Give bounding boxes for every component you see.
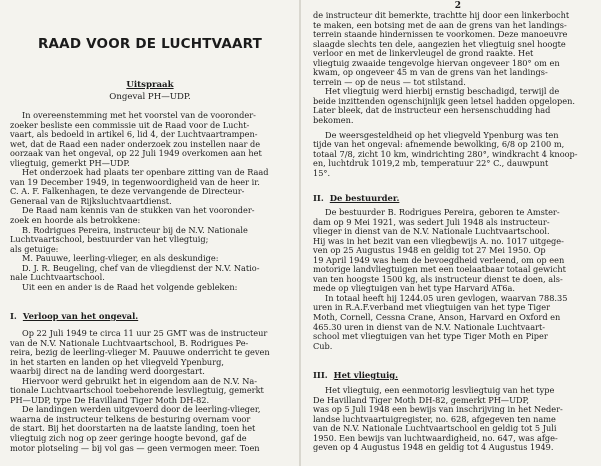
section-number: I. bbox=[10, 311, 17, 321]
text-line: ven op 25 Augustus 1948 en geldig tot 27 Mei 1950. Op bbox=[313, 245, 546, 256]
text-line: 1950. Een bewijs van luchtwaardigheid, no. 647, was afge- bbox=[313, 432, 558, 443]
text-line: motor plotseling — bij vol gas — geen vermogen meer. Toen bbox=[10, 442, 260, 453]
text-line: B. Rodrigues Pereira, instructeur bij de N.V. Nationale bbox=[22, 224, 248, 235]
section-number: III. bbox=[313, 370, 328, 380]
text-line: De Raad nam kennis van de stukken van het vooronder- bbox=[22, 205, 255, 216]
text-line: tijde van het ongeval: afnemende bewolking, 6/8 op 2100 m, bbox=[313, 139, 565, 150]
text-line: geven op 4 Augustus 1948 en geldig tot 4 Augustus 1949. bbox=[313, 442, 554, 453]
section-2-text bbox=[313, 208, 595, 351]
text-line: In totaal heeft hij 1244.05 uren gevlogen, waarvan 788.35 bbox=[325, 292, 568, 303]
text-line: uren in R.A.F.verband met vliegtuigen van het type Tiger bbox=[313, 302, 550, 313]
text-line: PH—UDP, type De Havilland Tiger Moth DH-82. bbox=[10, 394, 210, 405]
text-line: de start. Bij het doorstarten na de laatste landing, toen het bbox=[10, 423, 256, 434]
text-line: zoek en hoorde als betrokkene: bbox=[10, 215, 141, 226]
left-page bbox=[0, 0, 300, 466]
text-line: waarbij direct na de landing werd doorgestart. bbox=[10, 366, 205, 377]
text-line: van 19 December 1949, in tegenwoordigheid van de heer ir. bbox=[10, 176, 260, 187]
text-line: van de N.V. Nationale Luchtvaartschool, B. Rodrigues Pe- bbox=[10, 337, 249, 348]
section-1-heading bbox=[10, 311, 138, 321]
text-line: Hij was in het bezit van een vliegbewijs A. no. 1017 uitgege- bbox=[313, 235, 564, 246]
text-line: Generaal van de Rijksluchtvaartdienst. bbox=[10, 195, 172, 206]
text-line: Het vliegtuig werd hierbij ernstig beschadigd, terwijl de bbox=[325, 86, 560, 97]
text-line: 465.30 uren in dienst van de N.V. Nationale Luchtvaart- bbox=[313, 321, 546, 332]
text-line: Later bleek, dat de instructeur een hersenschudding had bbox=[313, 105, 551, 116]
text-line: zoeker besliste een commissie uit de Raad voor de Lucht- bbox=[10, 119, 250, 130]
text-line: M. Pauuwe, leerling-vlieger, en als deskundige: bbox=[22, 253, 219, 264]
section-2-heading bbox=[313, 193, 399, 203]
section-1-text bbox=[10, 329, 292, 453]
text-line: terrein — op de neus — tot stilstand. bbox=[313, 76, 466, 87]
text-line: dam op 9 Mei 1921, was sedert Juli 1948 als instructeur- bbox=[313, 216, 550, 227]
text-line: Het vliegtuig, een eenmotorig lesvliegtuig van het type bbox=[325, 385, 555, 395]
text-line: vliegtuig, gemerkt PH—UDP. bbox=[10, 157, 130, 168]
continued-text bbox=[313, 11, 595, 178]
text-line: 19 April 1949 was hem de bevoegdheid verleend, om op een bbox=[313, 254, 565, 265]
text-line: reira, bezig de leerling-vlieger M. Pauuwe onderricht te geven bbox=[10, 347, 270, 358]
section-number: II. bbox=[313, 193, 324, 203]
text-line: vliegtuig zich nog op zeer geringe hoogte bevond, gaf de bbox=[10, 433, 247, 444]
text-line: De weersgesteldheid op het vliegveld Ypenburg was ten bbox=[325, 129, 559, 140]
text-line: In overeenstemming met het voorstel van de vooronder- bbox=[22, 110, 256, 120]
intro-text bbox=[10, 111, 292, 292]
text-line: Luchtvaartschool, bestuurder van het vliegtuig; bbox=[10, 234, 209, 245]
text-line: de instructeur dit bemerkte, trachtte hij door een linkerbocht bbox=[313, 10, 570, 20]
section-3-heading bbox=[313, 370, 398, 380]
text-line: totaal 7/8, zicht 10 km, windrichting 280°, windkracht 4 knoop- bbox=[313, 148, 578, 159]
page-number: 2 bbox=[454, 1, 461, 11]
text-line: was op 5 Juli 1948 een bewijs van inschrijving in het Neder- bbox=[313, 404, 563, 415]
text-line: kwam, op ongeveer 45 m van de grens van het landings- bbox=[313, 67, 548, 78]
text-line: en, luchtdruk 1019,2 mb, temperatuur 22° C., dauwpunt bbox=[313, 158, 549, 169]
text-line: De landingen werden uitgevoerd door de leerling-vlieger, bbox=[22, 404, 261, 415]
uitspraak-heading: Uitspraak bbox=[126, 80, 174, 90]
text-line: 15°. bbox=[313, 167, 331, 178]
text-line: nale Luchtvaartschool. bbox=[10, 272, 105, 283]
text-line: tionale Luchtvaartschool toebehorende lesvliegtuig, gemerkt bbox=[10, 385, 264, 396]
text-line: slaagde slechts ten dele, aangezien het vliegtuig snel hoogte bbox=[313, 38, 566, 49]
text-line: Op 22 Juli 1949 te circa 11 uur 25 GMT was de instructeur bbox=[22, 328, 268, 338]
section-title: De bestuurder. bbox=[329, 193, 400, 203]
incident-subtitle: Ongeval PH—UDP. bbox=[109, 92, 191, 102]
text-line: in het starten en landen op het vliegveld Ypenburg, bbox=[10, 356, 224, 367]
text-line: terrein staande hindernissen te voorkomen. Deze manoeuvre bbox=[313, 29, 568, 40]
text-line: waarna de instructeur telkens de besturing overnam voor bbox=[10, 413, 251, 424]
text-line: mede op vliegtuigen van het type Harvard AT6a. bbox=[313, 283, 515, 294]
text-line: Uit een en ander is de Raad het volgende gebleken: bbox=[22, 281, 238, 292]
text-line: oorzaak van het ongeval, op 22 Juli 1949 overkomen aan het bbox=[10, 148, 262, 159]
text-line: vliegtuig zwaaide tengevolge hiervan ongeveer 180° om en bbox=[313, 57, 560, 68]
section-title: Verloop van het ongeval. bbox=[22, 311, 139, 321]
text-line: beide inzittenden ogenschijnlijk geen letsel hadden opgelopen. bbox=[313, 95, 575, 106]
text-line: vaart, als bedoeld in artikel 6, lid 4, der Luchtvaartrampen- bbox=[10, 129, 258, 140]
text-line: van de N.V. Nationale Luchtvaartschool en geldig tot 5 Juli bbox=[313, 423, 557, 434]
text-line: wet, dat de Raad een nader onderzoek zou instellen naar de bbox=[10, 138, 261, 149]
text-line: school met vliegtuigen van het type Tiger Moth en Piper bbox=[313, 331, 548, 342]
text-line: als getuige: bbox=[10, 243, 59, 254]
text-line: motorige landvliegtuigen met een toelaatbaar totaal gewicht bbox=[313, 264, 566, 275]
text-line: C. A. F. Falkenhagen, te deze vervangende de Directeur- bbox=[10, 186, 245, 197]
text-line: te maken, een botsing met de aan de grens van het landings- bbox=[313, 19, 567, 30]
text-line: De Havilland Tiger Moth DH-82, gemerkt PH—UDP, bbox=[313, 394, 529, 405]
section-3-text bbox=[313, 386, 595, 453]
document-title: RAAD VOOR DE LUCHTVAART bbox=[37, 36, 263, 52]
text-line: vlieger in dienst van de N.V. Nationale Luchtvaartschool. bbox=[313, 226, 550, 237]
text-line: van ten hoogste 1500 kg, als instructeur dienst te doen, als- bbox=[313, 273, 563, 284]
text-line: Het onderzoek had plaats ter openbare zitting van de Raad bbox=[22, 167, 269, 178]
text-line: bekomen. bbox=[313, 115, 354, 126]
text-line: Hiervoor werd gebruikt het in eigendom aan de N.V. Na- bbox=[22, 375, 258, 386]
text-line: Moth, Cornell, Cessna Crane, Anson, Harvard en Oxford en bbox=[313, 312, 561, 323]
text-line: verloor en met de linkervleugel de grond raakte. Het bbox=[313, 48, 534, 59]
text-line: D. J. R. Beugeling, chef van de vliegdienst der N.V. Natio- bbox=[22, 262, 260, 273]
section-title: Het vliegtuig. bbox=[333, 370, 399, 380]
text-line: Cub. bbox=[313, 340, 333, 351]
right-page bbox=[301, 0, 601, 466]
text-line: landse luchtvaartuigregister, no. 628, afgegeven ten name bbox=[313, 413, 556, 424]
text-line: De bestuurder B. Rodrigues Pereira, geboren te Amster- bbox=[325, 207, 560, 217]
